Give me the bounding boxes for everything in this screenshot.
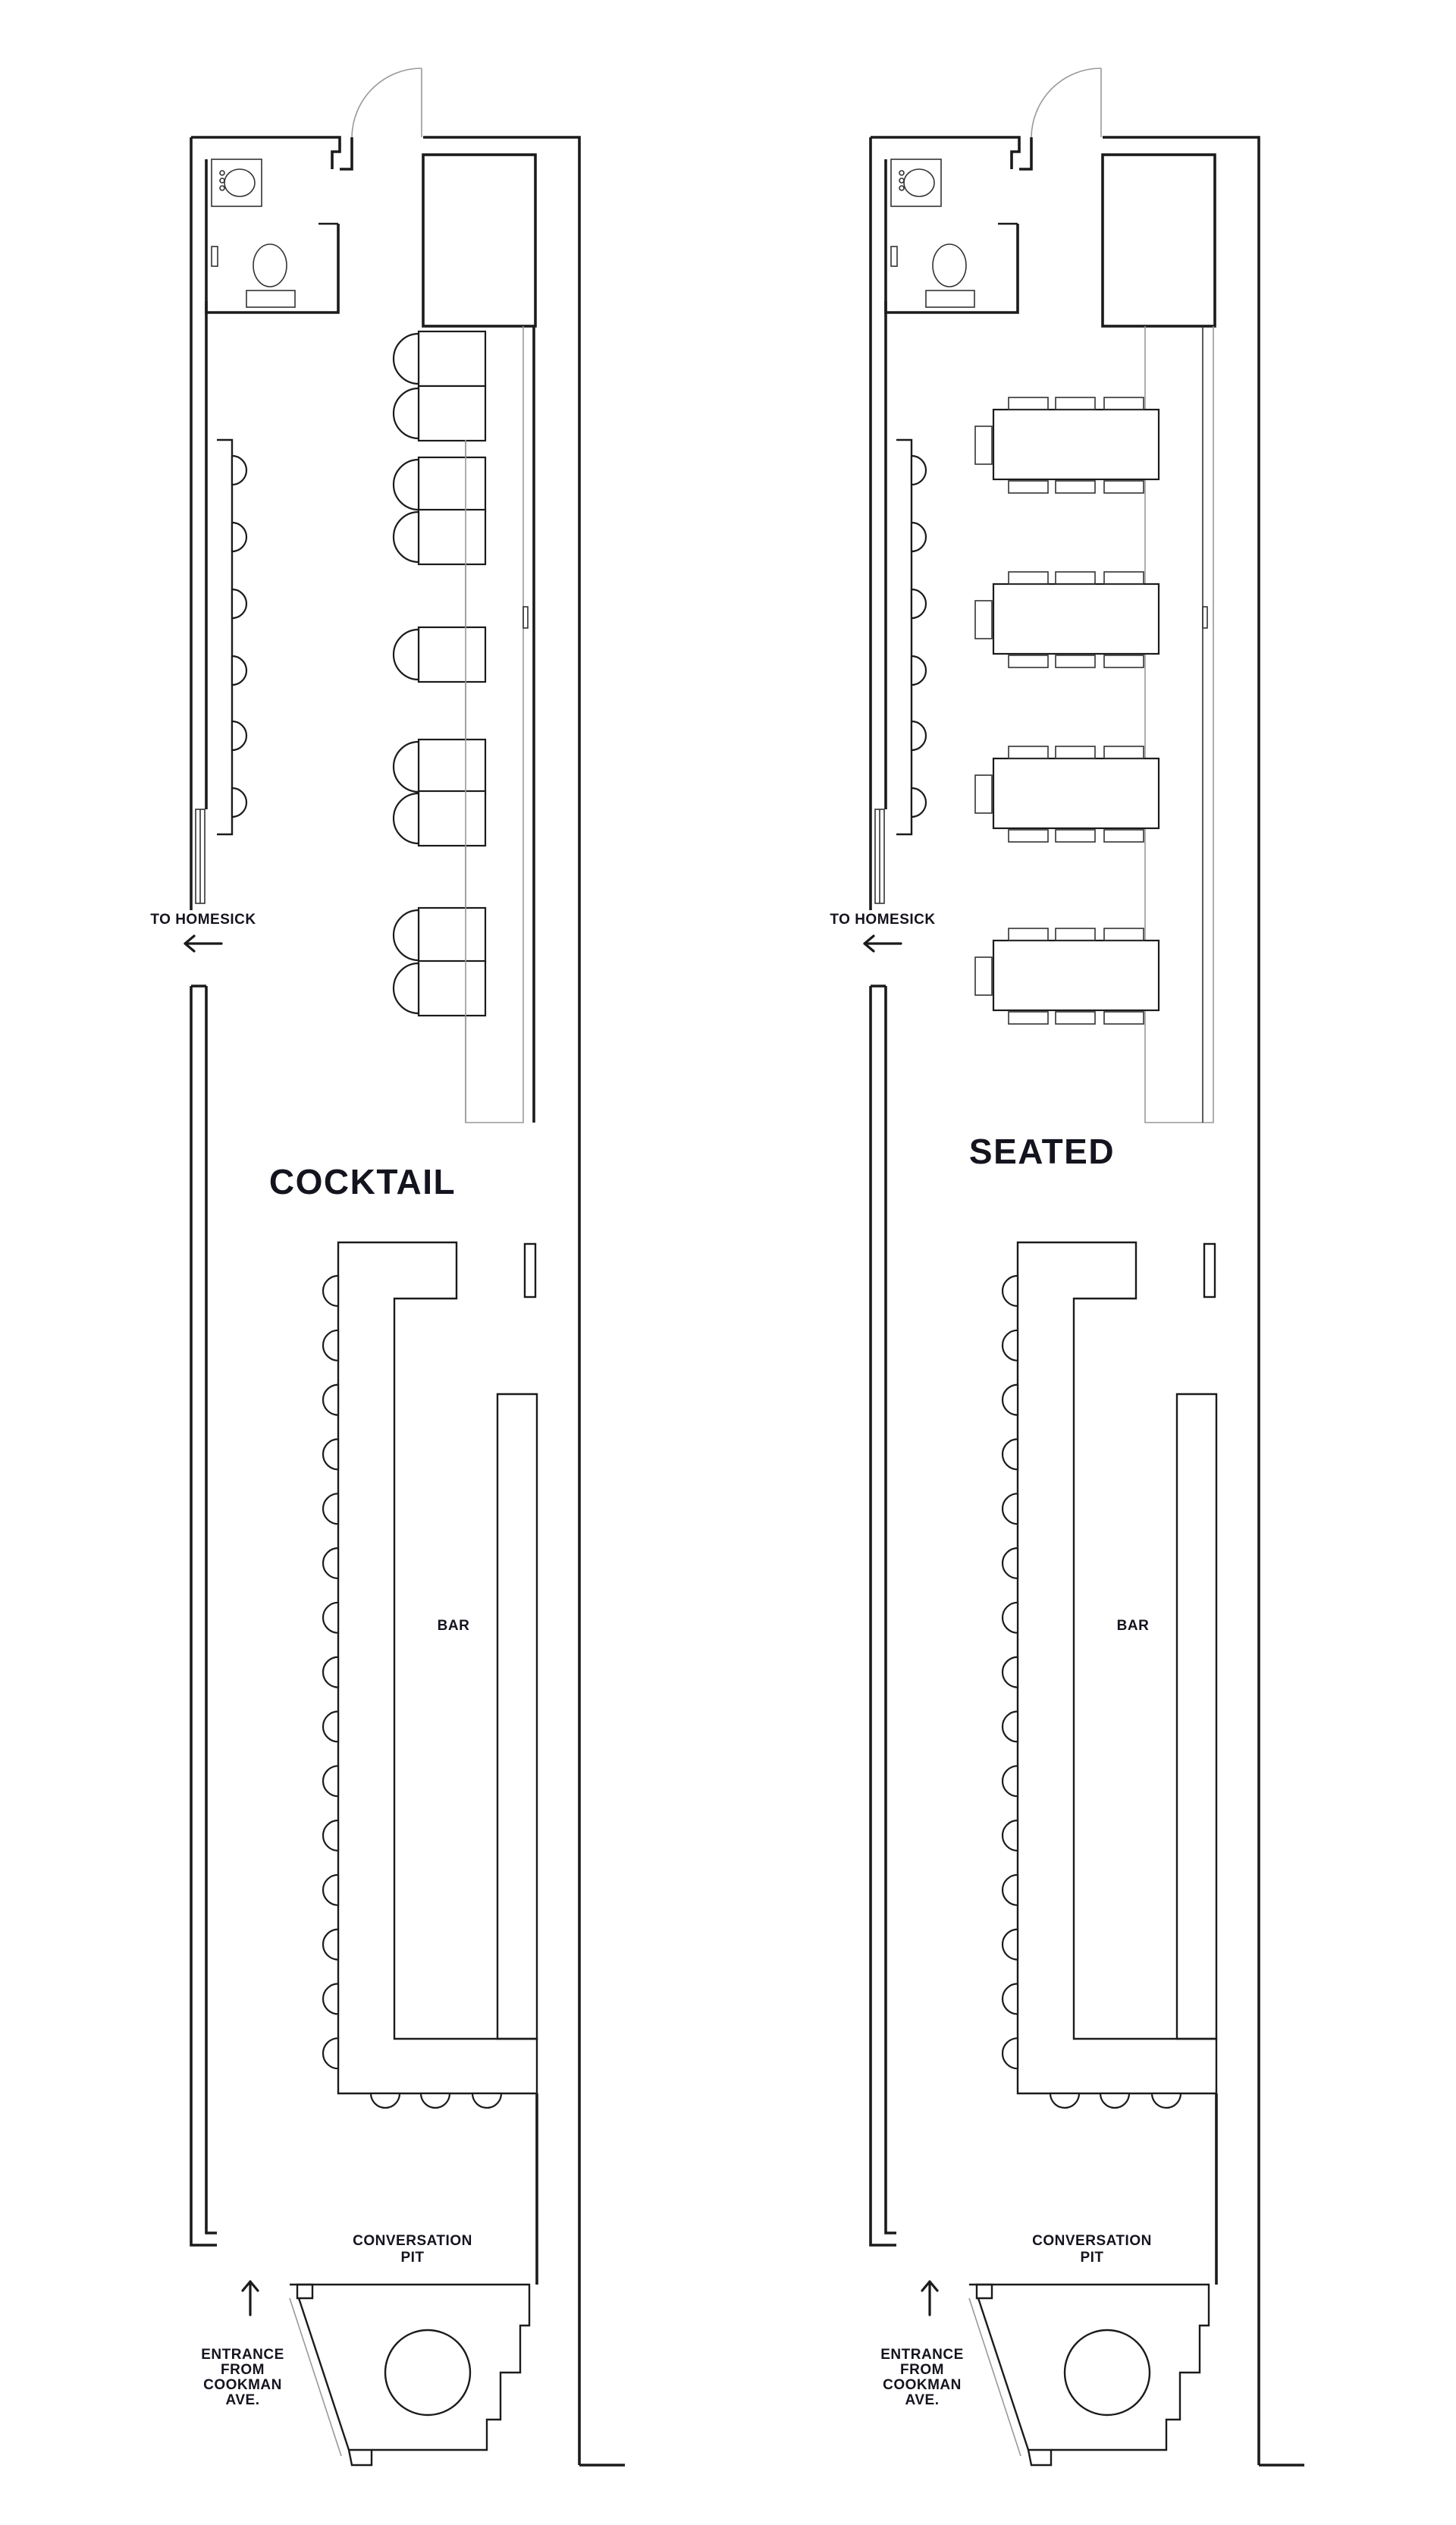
walls [871,137,1304,2465]
faucet-knob [220,186,224,190]
counter-stool [232,589,246,618]
dining-table [993,410,1159,479]
bar-stool [323,1766,338,1796]
dining-chair [975,601,992,639]
sink-counter [891,159,941,206]
sink-counter [212,159,262,206]
cocktail-floorplan [150,68,625,2465]
entry-door-swing [1031,68,1101,137]
lounge-stool [394,334,419,384]
toilet-tank [926,291,974,307]
dining-chair [1009,481,1048,493]
wall-sconce [1203,607,1207,628]
dining-chair [1104,572,1144,584]
lounge-stool [394,630,419,680]
cocktail-table [419,457,485,512]
west-wall-lower [871,986,896,2245]
back-bar [1177,1394,1216,2039]
restroom-wall [886,159,1018,312]
west-wall-lower [191,986,217,2245]
bar-stool [1003,1766,1018,1796]
bar-column [525,1244,535,1297]
counter-stool [912,721,926,750]
faucet-knob [220,171,224,175]
entrance-label-line4: AVE. [905,2392,940,2408]
entrance-label-line4: AVE. [225,2392,260,2408]
bar [338,1242,537,2093]
pit-enclosure [969,2285,1209,2450]
pit-enclosure [290,2285,529,2450]
dining-chair [1056,481,1095,493]
dining-chair [975,426,992,464]
bar-stool [323,1930,338,1960]
dining-chair [1056,928,1095,941]
wall-sconce [523,607,528,628]
seated-floorplan [830,68,1304,2465]
fire-table [1065,2330,1150,2415]
dining-chair [1009,1012,1048,1024]
entrance-label-line1: ENTRANCE [201,2347,284,2363]
counter-stool [912,589,926,618]
bar-stool [323,1820,338,1851]
counter-stool [232,656,246,685]
bar-stool [1003,2038,1018,2068]
pit-label-line2: PIT [1080,2250,1104,2266]
bar-stool [472,2093,501,2108]
sink-basin [904,169,934,196]
restroom [206,159,338,312]
towel-dispenser [212,247,218,266]
lounge-stool [394,388,419,438]
dining-table [993,941,1159,1010]
bar-stool [1003,1875,1018,1905]
cocktail-table [419,386,485,441]
bar-stool [323,1983,338,2014]
counter-stool [232,523,246,551]
cocktail-table [419,510,485,564]
bar-stool [323,1493,338,1524]
pit-bench-line [969,2298,1021,2456]
counter-stool [232,456,246,485]
bar-stool [1003,1820,1018,1851]
counter-stool [912,456,926,485]
bar-stool [323,1276,338,1306]
dining-area [975,397,1159,1024]
bar-stool [323,1875,338,1905]
bar-stool [1003,1439,1018,1469]
restroom-wall [206,159,338,312]
bar-stool [1003,1548,1018,1578]
dining-table [993,758,1159,828]
dining-chair [1009,655,1048,667]
bar-counter [1018,1242,1216,2093]
storage-room [423,155,535,326]
lounge-stool [394,512,419,562]
dining-chair [1056,655,1095,667]
pit-label-line1: CONVERSATION [1032,2233,1152,2249]
bar-stool [1100,2093,1129,2108]
dining-chair [975,775,992,813]
pit-label-line2: PIT [400,2250,425,2266]
bar-stool [1152,2093,1181,2108]
bar [1018,1242,1216,2093]
dining-chair [1056,1012,1095,1024]
faucet-knob [899,186,904,190]
entrance-label-line2: FROM [900,2362,944,2378]
dining-chair [975,957,992,995]
dining-chair [1009,746,1048,758]
pit-step [977,2285,992,2298]
dining-chair [1056,746,1095,758]
cocktail-table [419,961,485,1016]
restroom [886,159,1018,312]
pit-step-lower [349,2450,372,2465]
counter-stool [912,656,926,685]
dining-chair [1104,746,1144,758]
bar-stool [323,1548,338,1578]
dining-chair [1104,655,1144,667]
cocktail-table [419,740,485,794]
bar-stool [1003,1657,1018,1688]
dining-chair [1056,830,1095,842]
top-wall-left [191,137,340,169]
dining-chair [1009,830,1048,842]
arrow-left-icon [185,936,221,951]
bar-stool [323,1603,338,1633]
pit-label-line1: CONVERSATION [353,2233,472,2249]
dining-chair [1009,928,1048,941]
bar-column [1204,1244,1215,1297]
toilet-tank [246,291,295,307]
faucet-knob [899,178,904,183]
dining-chair [1056,397,1095,410]
bar-stool [1003,1930,1018,1960]
cocktail-table [419,908,485,963]
conversation-pit [969,2093,1216,2465]
bar-stool [421,2093,450,2108]
bar-stool [323,1330,338,1361]
toilet-bowl [253,244,287,287]
dining-chair [1104,481,1144,493]
pit-bench [299,2298,349,2450]
dining-chair [1104,928,1144,941]
counter-stool [232,721,246,750]
back-bar [497,1394,537,2039]
entrance-label-line1: ENTRANCE [880,2347,964,2363]
pit-bench-line [290,2298,341,2456]
east-outer-wall [1103,137,1259,2465]
bar-stool [1003,1493,1018,1524]
fire-table [385,2330,470,2415]
arrow-up-icon [243,2282,258,2315]
arrow-left-icon [864,936,901,951]
bar-stool [323,1439,338,1469]
dining-chair [1104,830,1144,842]
bar-stool [1003,1983,1018,2014]
bar-stool [371,2093,400,2108]
dining-chair [1009,397,1048,410]
bar-stool [1003,1603,1018,1633]
lounge-stool [394,742,419,792]
conversation-pit [290,2093,537,2465]
layout-title: COCKTAIL [268,1162,457,1201]
entrance-label-line3: COOKMAN [203,2377,282,2393]
bar-stool [323,1711,338,1741]
lounge-stool [394,793,419,843]
counter-stool [912,523,926,551]
sink-basin [224,169,255,196]
toilet-bowl [933,244,966,287]
towel-dispenser [891,247,897,266]
arrow-up-icon [922,2282,937,2315]
counter-stool [912,788,926,817]
dining-chair [1104,397,1144,410]
west-wall-lower-inner [206,986,217,2233]
bar-stool [1050,2093,1079,2108]
entrance-label-line2: FROM [221,2362,265,2378]
lounge-stool [394,460,419,510]
pit-step [297,2285,312,2298]
bar-label: BAR [1116,1618,1150,1634]
faucet-knob [899,171,904,175]
bar-counter [338,1242,537,2093]
bar-label: BAR [437,1618,470,1634]
bar-stool [323,1657,338,1688]
cocktail-table [419,627,485,682]
entry-door-swing [352,68,422,137]
entrance-label-line3: COOKMAN [883,2377,962,2393]
dining-chair [1009,572,1048,584]
dining-chair [1056,572,1095,584]
door-jamb-left [1019,137,1031,169]
dining-chair [1104,1012,1144,1024]
dining-table [993,584,1159,654]
cocktail-table [419,331,485,386]
west-counter [217,440,232,834]
pit-bench [978,2298,1028,2450]
storage-room [1103,155,1215,326]
faucet-knob [220,178,224,183]
door-jamb-left [340,137,352,169]
lounge-stool [394,963,419,1013]
bar-stool [1003,1276,1018,1306]
cocktail-lounge [394,331,485,1123]
top-wall-left [871,137,1019,169]
pit-step-lower [1028,2450,1051,2465]
bar-stool [323,2038,338,2068]
exit-label: TO HOMESICK [150,912,256,928]
bar-stool [1003,1385,1018,1415]
exit-label: TO HOMESICK [830,912,936,928]
lounge-stool [394,910,419,960]
bar-stool [1003,1330,1018,1361]
west-counter [896,440,912,834]
counter-stool [232,788,246,817]
layout-title: SEATED [968,1132,1116,1171]
cocktail-table [419,791,485,846]
bar-stool [1003,1711,1018,1741]
bar-stool [323,1385,338,1415]
west-wall-lower-inner [886,986,896,2233]
